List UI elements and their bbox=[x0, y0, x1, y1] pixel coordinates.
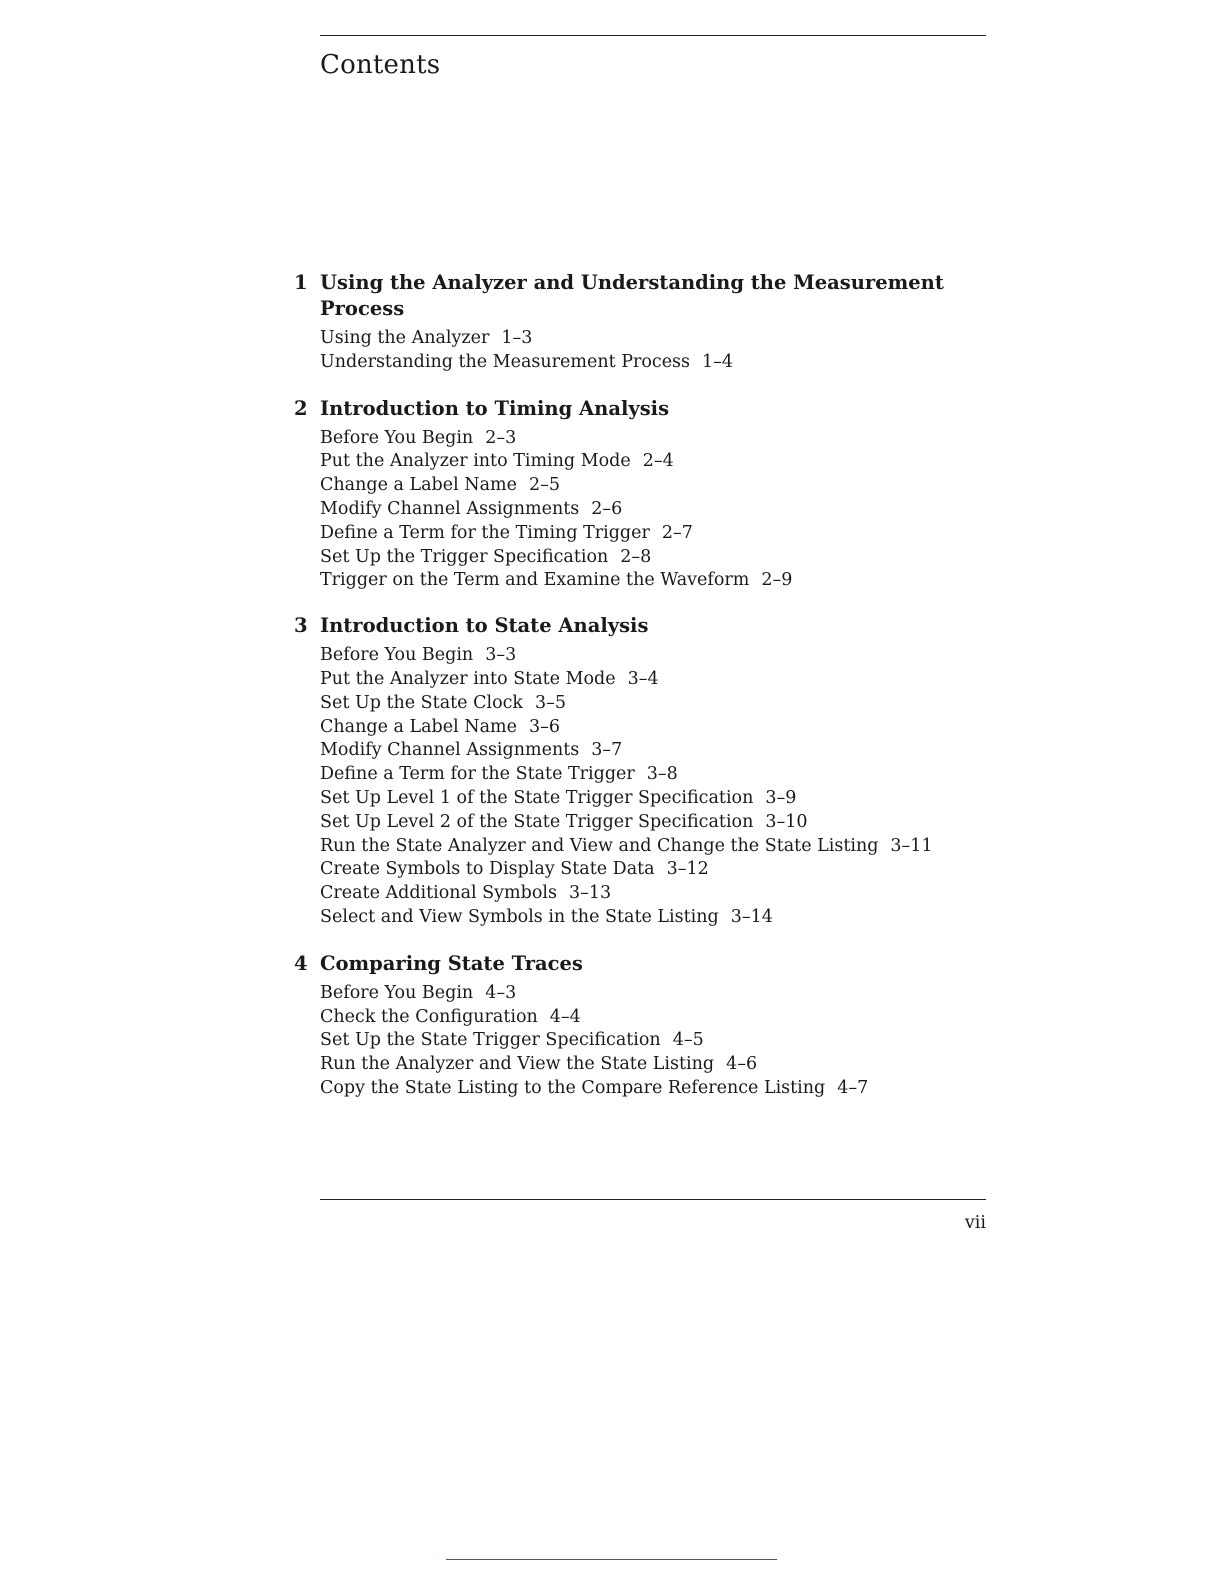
chapter-3 bbox=[294, 613, 994, 930]
chapter-number: 4 bbox=[294, 951, 308, 975]
entry-page-number: 4–7 bbox=[837, 1077, 869, 1098]
chapter-title: Comparing State Traces bbox=[320, 951, 583, 975]
toc-entry[interactable] bbox=[320, 522, 994, 546]
footer-rule bbox=[320, 1199, 986, 1200]
entry-page-number: 4–4 bbox=[549, 1006, 581, 1027]
entry-title: Trigger on the Term and Examine the Waveform bbox=[320, 570, 750, 591]
chapter-heading[interactable] bbox=[294, 951, 994, 977]
entry-page-number: 3–12 bbox=[666, 859, 709, 880]
entry-title: Define a Term for the State Trigger bbox=[320, 764, 635, 785]
entry-page-number: 2–7 bbox=[661, 522, 693, 543]
entry-title: Select and View Symbols in the State Listing bbox=[320, 906, 719, 927]
entry-page-number: 3–7 bbox=[591, 740, 623, 761]
entry-page-number: 1–4 bbox=[702, 351, 734, 372]
chapter-number: 1 bbox=[294, 271, 308, 294]
toc-entry[interactable] bbox=[320, 546, 994, 570]
chapter-number: 2 bbox=[294, 396, 308, 420]
toc-entry[interactable] bbox=[320, 1053, 994, 1077]
chapter-heading[interactable] bbox=[294, 270, 994, 322]
toc-entry[interactable] bbox=[320, 692, 994, 716]
toc-entry[interactable] bbox=[320, 739, 994, 763]
toc-entry[interactable] bbox=[320, 716, 994, 740]
toc-entry[interactable] bbox=[320, 450, 994, 474]
entry-title: Put the Analyzer into Timing Mode bbox=[320, 451, 631, 472]
entry-title: Create Additional Symbols bbox=[320, 883, 557, 904]
toc-entry[interactable] bbox=[320, 1077, 994, 1101]
header-rule bbox=[320, 35, 986, 36]
entry-page-number: 4–6 bbox=[726, 1054, 758, 1075]
entry-page-number: 4–3 bbox=[485, 982, 517, 1003]
entry-title: Before You Begin bbox=[320, 645, 474, 666]
entry-page-number: 3–8 bbox=[646, 764, 678, 785]
entry-page-number: 3–11 bbox=[890, 835, 933, 856]
entry-title: Run the State Analyzer and View and Change the State Listing bbox=[320, 835, 879, 856]
entry-page-number: 3–13 bbox=[568, 883, 612, 904]
chapter-title: Introduction to Timing Analysis bbox=[320, 396, 670, 420]
toc-entry[interactable] bbox=[320, 668, 994, 692]
chapter-2 bbox=[294, 396, 994, 594]
entry-title: Change a Label Name bbox=[320, 716, 517, 737]
page-number: vii bbox=[964, 1213, 986, 1233]
entry-page-number: 2–9 bbox=[761, 570, 793, 591]
entry-page-number: 1–3 bbox=[501, 328, 533, 348]
toc-entry[interactable] bbox=[320, 906, 994, 930]
toc-entry[interactable] bbox=[320, 882, 994, 906]
toc-entry[interactable] bbox=[320, 427, 994, 451]
entry-title: Copy the State Listing to the Compare Reference Listing bbox=[320, 1077, 826, 1098]
toc-entry[interactable] bbox=[320, 474, 994, 498]
entry-title: Set Up the State Clock bbox=[320, 692, 524, 713]
toc-entry[interactable] bbox=[320, 327, 994, 351]
section-list bbox=[294, 427, 994, 594]
entry-title: Put the Analyzer into State Mode bbox=[320, 668, 616, 689]
entry-title: Modify Channel Assignments bbox=[320, 740, 580, 761]
toc-entry[interactable] bbox=[320, 644, 994, 668]
entry-page-number: 3–3 bbox=[485, 645, 517, 666]
entry-title: Define a Term for the Timing Trigger bbox=[320, 522, 650, 543]
chapter-1 bbox=[294, 270, 994, 375]
table-of-contents bbox=[294, 270, 994, 1101]
entry-page-number: 4–5 bbox=[672, 1030, 704, 1051]
entry-title: Modify Channel Assignments bbox=[320, 498, 580, 519]
entry-page-number: 2–3 bbox=[485, 427, 517, 448]
section-list bbox=[294, 327, 994, 375]
chapter-heading[interactable] bbox=[294, 613, 994, 639]
entry-page-number: 2–8 bbox=[620, 546, 652, 567]
toc-entry[interactable] bbox=[320, 763, 994, 787]
entry-page-number: 3–5 bbox=[535, 692, 567, 713]
toc-entry[interactable] bbox=[320, 787, 994, 811]
toc-entry[interactable] bbox=[320, 858, 994, 882]
page-title: Contents bbox=[320, 50, 441, 80]
toc-entry[interactable] bbox=[320, 835, 994, 859]
entry-page-number: 3–10 bbox=[765, 811, 808, 832]
chapter-4 bbox=[294, 951, 994, 1101]
section-list bbox=[294, 982, 994, 1101]
entry-title: Change a Label Name bbox=[320, 475, 517, 496]
entry-title: Using the Analyzer bbox=[320, 328, 490, 348]
toc-entry[interactable] bbox=[320, 351, 994, 375]
chapter-title: Using the Analyzer and Understanding the Measurement Process bbox=[320, 271, 944, 320]
scan-artifact-line bbox=[446, 1559, 777, 1560]
entry-title: Before You Begin bbox=[320, 427, 474, 448]
entry-page-number: 3–9 bbox=[765, 787, 797, 808]
entry-title: Create Symbols to Display State Data bbox=[320, 859, 655, 880]
toc-entry[interactable] bbox=[320, 1006, 994, 1030]
toc-entry[interactable] bbox=[320, 498, 994, 522]
toc-entry[interactable] bbox=[320, 982, 994, 1006]
toc-entry[interactable] bbox=[320, 1029, 994, 1053]
toc-entry[interactable] bbox=[320, 811, 994, 835]
entry-title: Set Up Level 2 of the State Trigger Specification bbox=[320, 811, 754, 832]
entry-page-number: 3–4 bbox=[627, 668, 659, 689]
chapter-number: 3 bbox=[294, 614, 308, 638]
entry-title: Before You Begin bbox=[320, 982, 474, 1003]
chapter-heading[interactable] bbox=[294, 396, 994, 422]
entry-title: Set Up the Trigger Specification bbox=[320, 546, 609, 567]
entry-title: Set Up the State Trigger Specification bbox=[320, 1030, 661, 1051]
entry-page-number: 3–14 bbox=[730, 906, 773, 927]
toc-entry[interactable] bbox=[320, 569, 994, 593]
entry-title: Understanding the Measurement Process bbox=[320, 351, 691, 372]
entry-title: Run the Analyzer and View the State Listing bbox=[320, 1054, 715, 1075]
chapter-title: Introduction to State Analysis bbox=[320, 614, 649, 638]
entry-title: Check the Configuration bbox=[320, 1006, 538, 1027]
section-list bbox=[294, 644, 994, 930]
entry-page-number: 2–4 bbox=[642, 451, 674, 472]
entry-title: Set Up Level 1 of the State Trigger Specification bbox=[320, 787, 754, 808]
entry-page-number: 2–6 bbox=[591, 498, 623, 519]
entry-page-number: 3–6 bbox=[528, 716, 560, 737]
entry-page-number: 2–5 bbox=[528, 475, 560, 496]
